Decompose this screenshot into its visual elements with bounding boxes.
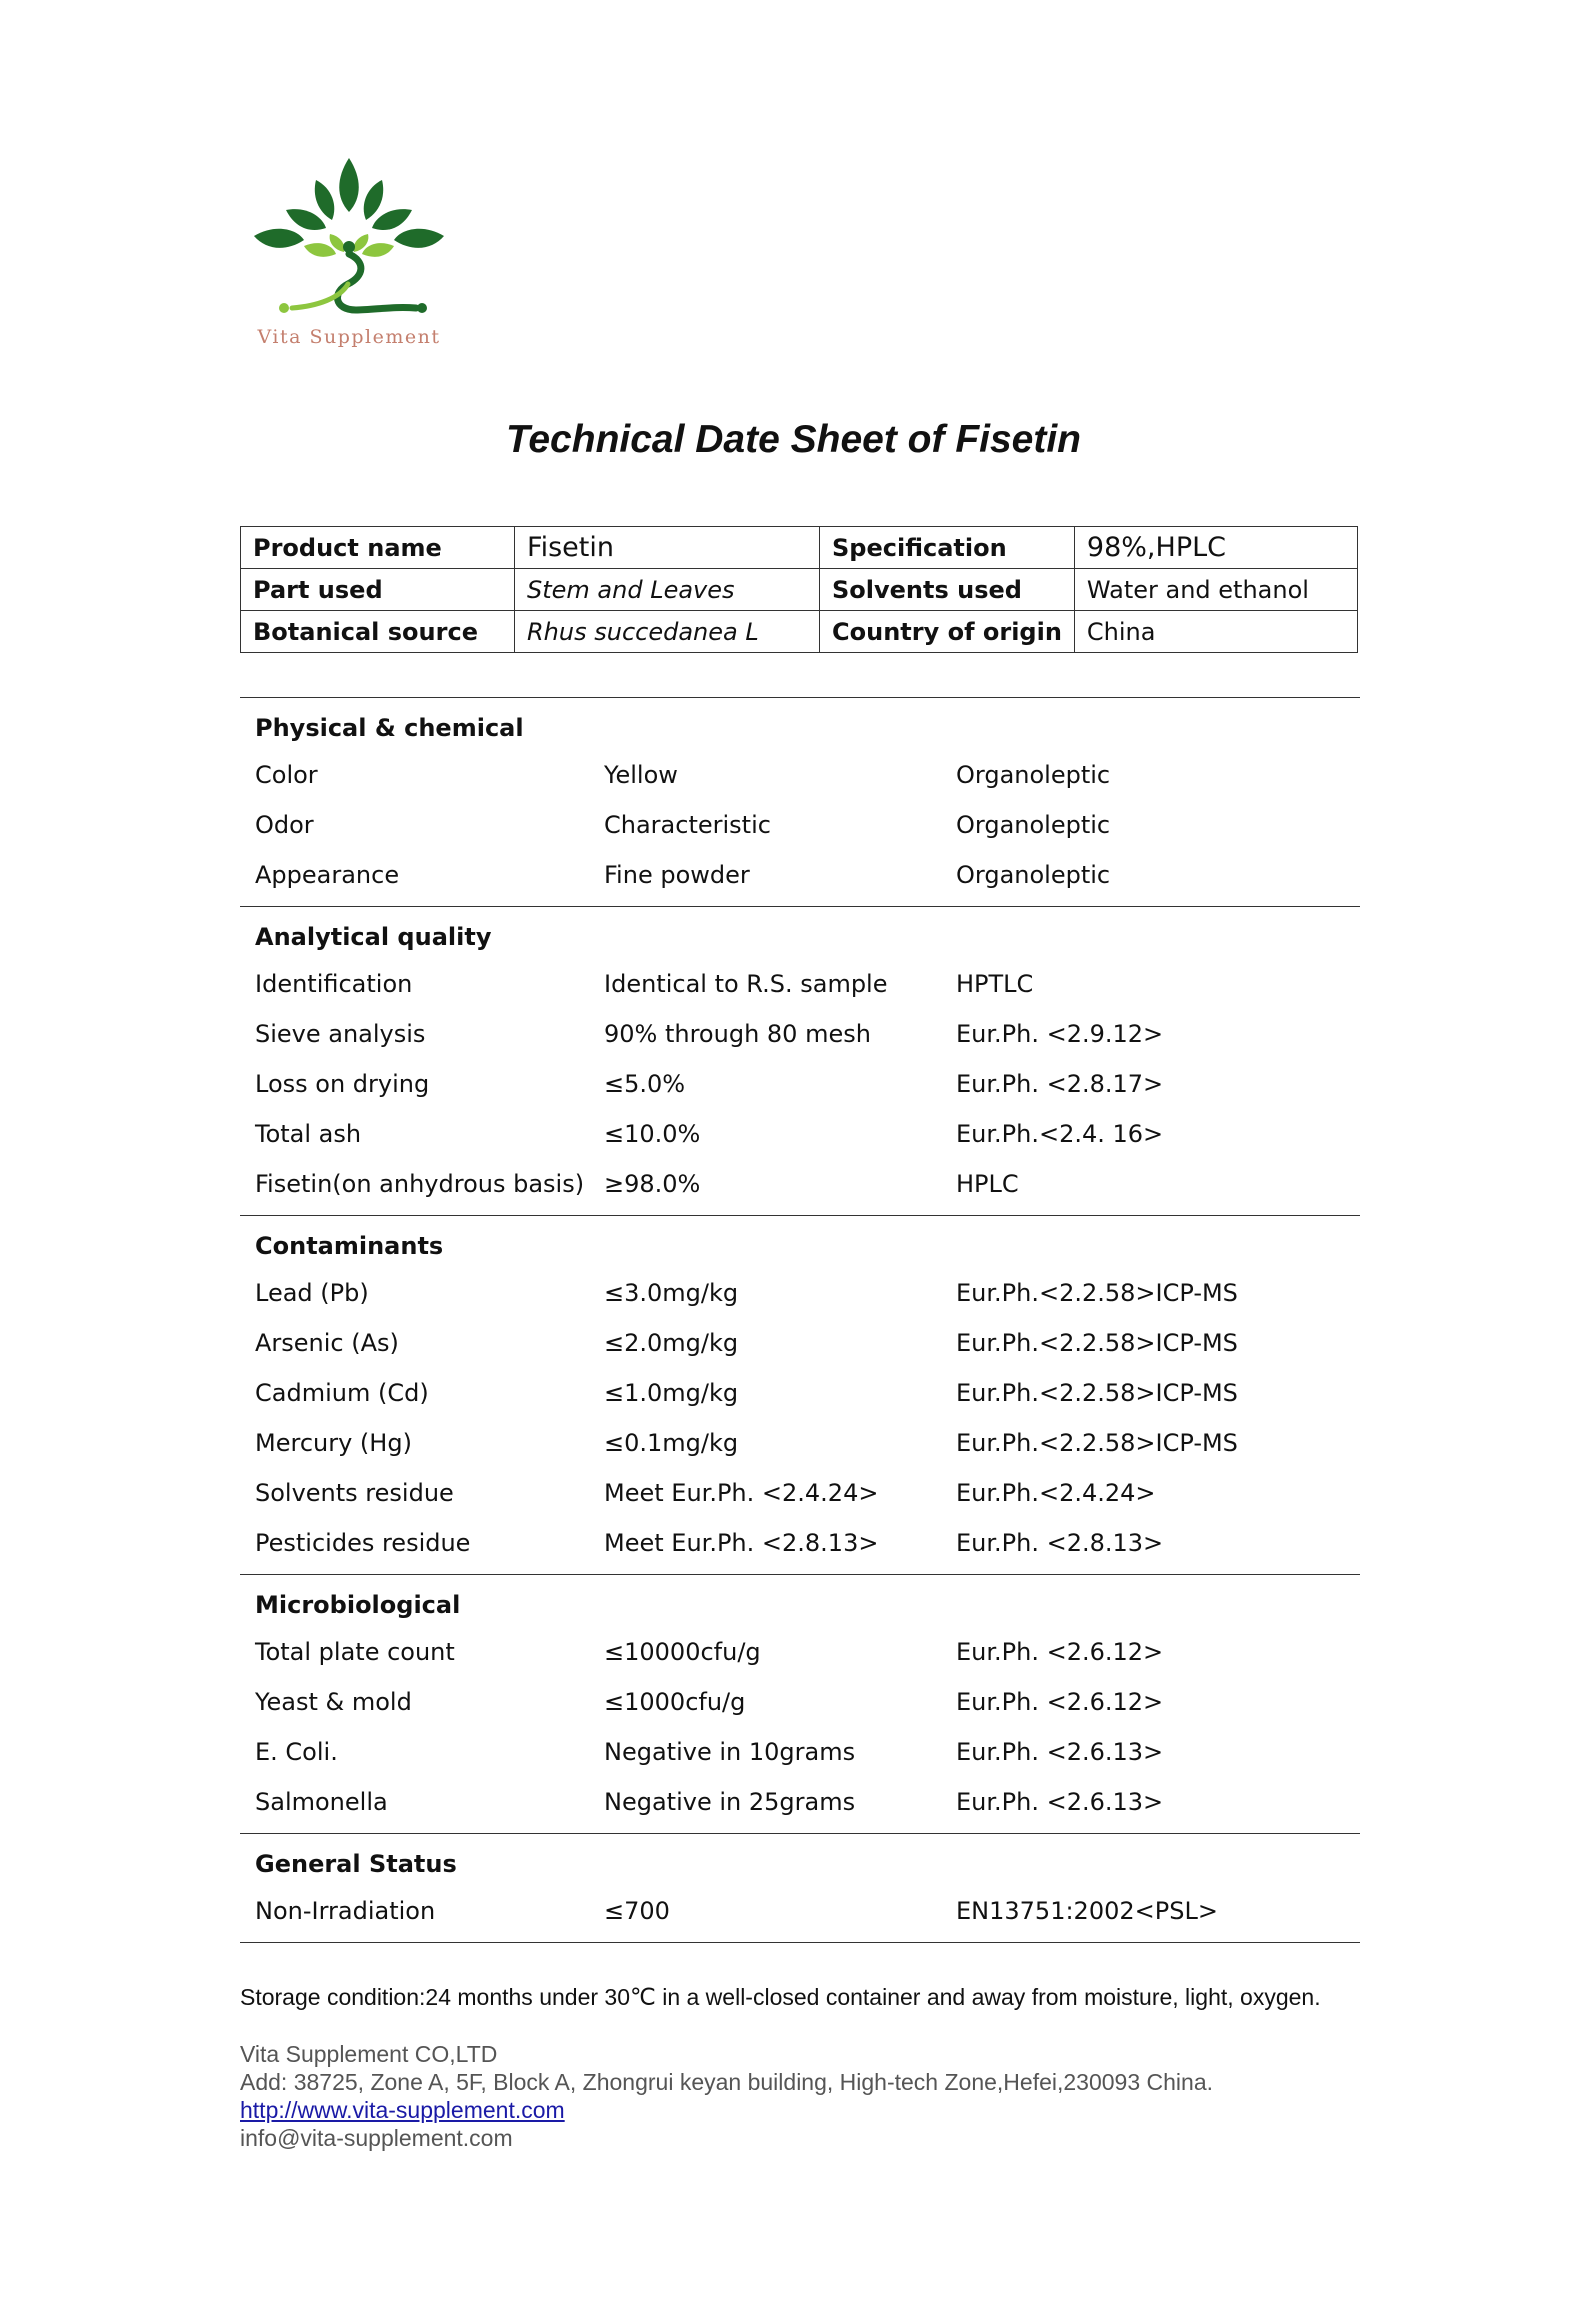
section-general-status xyxy=(240,1834,1360,1943)
spec-row xyxy=(240,850,1360,900)
spec-value: ≤10000cfu/g xyxy=(604,1638,761,1666)
spec-method: HPTLC xyxy=(956,970,1034,998)
section-contaminants xyxy=(240,1216,1360,1575)
summary-value: Rhus succedanea L xyxy=(515,611,820,653)
spec-method: HPLC xyxy=(956,1170,1019,1198)
spec-item: Loss on drying xyxy=(255,1070,430,1098)
section-heading: Microbiological xyxy=(255,1591,461,1619)
spec-row xyxy=(240,1009,1360,1059)
summary-value: China xyxy=(1074,611,1357,653)
summary-key: Specification xyxy=(820,527,1075,569)
spec-method: Eur.Ph.<2.2.58>ICP-MS xyxy=(956,1429,1238,1457)
spec-item: Non-Irradiation xyxy=(255,1897,436,1925)
spec-row xyxy=(240,1886,1360,1936)
summary-row xyxy=(241,611,1358,653)
company-name: Vita Supplement CO,LTD xyxy=(240,2041,498,2067)
spec-row xyxy=(240,1268,1360,1318)
spec-row xyxy=(240,750,1360,800)
section-heading: Physical & chemical xyxy=(255,714,524,742)
spec-item: E. Coli. xyxy=(255,1738,338,1766)
spec-method: Eur.Ph. <2.8.17> xyxy=(956,1070,1164,1098)
spec-method: Eur.Ph. <2.6.13> xyxy=(956,1788,1164,1816)
company-footer xyxy=(240,2040,1213,2152)
leaf-tree-icon xyxy=(244,150,454,325)
spec-row xyxy=(240,1727,1360,1777)
spec-method: Eur.Ph.<2.2.58>ICP-MS xyxy=(956,1279,1238,1307)
spec-item: Solvents residue xyxy=(255,1479,454,1507)
spec-method: Eur.Ph.<2.2.58>ICP-MS xyxy=(956,1329,1238,1357)
spec-row xyxy=(240,1418,1360,1468)
spec-item: Odor xyxy=(255,811,314,839)
spec-method: Organoleptic xyxy=(956,861,1111,889)
spec-method: EN13751:2002<PSL> xyxy=(956,1897,1218,1925)
spec-method: Eur.Ph. <2.6.12> xyxy=(956,1688,1164,1716)
spec-method: Organoleptic xyxy=(956,761,1111,789)
spec-row xyxy=(240,800,1360,850)
spec-row xyxy=(240,1468,1360,1518)
spec-row xyxy=(240,1368,1360,1418)
section-heading: Analytical quality xyxy=(255,923,492,951)
spec-value: ≤10.0% xyxy=(604,1120,701,1148)
spec-item: Lead (Pb) xyxy=(255,1279,369,1307)
spec-item: Appearance xyxy=(255,861,400,889)
company-address: Add: 38725, Zone A, 5F, Block A, Zhongrui keyan building, High-tech Zone,Hefei,230093 China. xyxy=(240,2069,1214,2095)
spec-row xyxy=(240,1627,1360,1677)
spec-item: Sieve analysis xyxy=(255,1020,426,1048)
spec-item: Color xyxy=(255,761,318,789)
summary-key: Solvents used xyxy=(820,569,1075,611)
spec-method: Eur.Ph. <2.8.13> xyxy=(956,1529,1164,1557)
spec-value: Yellow xyxy=(604,761,678,789)
storage-condition: Storage condition:24 months under 30℃ in a well-closed container and away from moisture, light, oxygen. xyxy=(240,1984,1321,2010)
spec-value: Negative in 25grams xyxy=(604,1788,856,1816)
summary-key: Country of origin xyxy=(820,611,1075,653)
spec-method: Eur.Ph. <2.6.12> xyxy=(956,1638,1164,1666)
summary-key: Part used xyxy=(241,569,515,611)
spec-row xyxy=(240,1518,1360,1568)
page-title: Technical Date Sheet of Fisetin xyxy=(505,418,1082,461)
summary-value: Stem and Leaves xyxy=(515,569,820,611)
spec-value: Fine powder xyxy=(604,861,750,889)
summary-key: Botanical source xyxy=(241,611,515,653)
spec-value: ≥98.0% xyxy=(604,1170,701,1198)
spec-value: ≤1000cfu/g xyxy=(604,1688,746,1716)
spec-row xyxy=(240,1159,1360,1209)
spec-method: Eur.Ph. <2.6.13> xyxy=(956,1738,1164,1766)
spec-value: ≤3.0mg/kg xyxy=(604,1279,739,1307)
spec-item: Total plate count xyxy=(255,1638,455,1666)
spec-item: Yeast & mold xyxy=(255,1688,412,1716)
spec-value: Meet Eur.Ph. <2.8.13> xyxy=(604,1529,879,1557)
summary-value: Water and ethanol xyxy=(1074,569,1357,611)
summary-row xyxy=(241,569,1358,611)
spec-item: Salmonella xyxy=(255,1788,388,1816)
spec-value: ≤1.0mg/kg xyxy=(604,1379,739,1407)
spec-value: ≤0.1mg/kg xyxy=(604,1429,739,1457)
spec-item: Pesticides residue xyxy=(255,1529,471,1557)
spec-value: ≤5.0% xyxy=(604,1070,686,1098)
spec-row xyxy=(240,959,1360,1009)
spec-item: Total ash xyxy=(255,1120,362,1148)
spec-row xyxy=(240,1318,1360,1368)
spec-value: ≤700 xyxy=(604,1897,670,1925)
spec-row xyxy=(240,1109,1360,1159)
spec-row xyxy=(240,1677,1360,1727)
spec-method: Eur.Ph.<2.4. 16> xyxy=(956,1120,1164,1148)
brand-name: Vita Supplement xyxy=(257,326,441,348)
section-heading: General Status xyxy=(255,1850,457,1878)
contact-email: info@vita-supplement.com xyxy=(240,2125,513,2151)
product-summary-table xyxy=(240,526,1358,653)
company-logo xyxy=(244,150,454,360)
spec-value: Meet Eur.Ph. <2.4.24> xyxy=(604,1479,879,1507)
section-analytical-quality xyxy=(240,907,1360,1216)
spec-method: Eur.Ph. <2.9.12> xyxy=(956,1020,1164,1048)
spec-method: Eur.Ph.<2.4.24> xyxy=(956,1479,1156,1507)
section-physical-chemical xyxy=(240,698,1360,907)
spec-value: Negative in 10grams xyxy=(604,1738,856,1766)
summary-value: 98%,HPLC xyxy=(1074,527,1357,569)
spec-method: Organoleptic xyxy=(956,811,1111,839)
spec-item: Identification xyxy=(255,970,413,998)
summary-row xyxy=(241,527,1358,569)
spec-item: Arsenic (As) xyxy=(255,1329,399,1357)
section-heading: Contaminants xyxy=(255,1232,444,1260)
spec-method: Eur.Ph.<2.2.58>ICP-MS xyxy=(956,1379,1238,1407)
summary-value: Fisetin xyxy=(515,527,820,569)
specification-list xyxy=(240,697,1360,1943)
spec-value: Characteristic xyxy=(604,811,771,839)
spec-row xyxy=(240,1777,1360,1827)
spec-item: Cadmium (Cd) xyxy=(255,1379,429,1407)
spec-value: 90% through 80 mesh xyxy=(604,1020,871,1048)
spec-value: Identical to R.S. sample xyxy=(604,970,888,998)
summary-key: Product name xyxy=(241,527,515,569)
spec-item: Mercury (Hg) xyxy=(255,1429,412,1457)
website-link[interactable]: http://www.vita-supplement.com xyxy=(240,2097,565,2123)
spec-item: Fisetin(on anhydrous basis) xyxy=(255,1170,585,1198)
spec-row xyxy=(240,1059,1360,1109)
section-microbiological xyxy=(240,1575,1360,1834)
spec-value: ≤2.0mg/kg xyxy=(604,1329,739,1357)
